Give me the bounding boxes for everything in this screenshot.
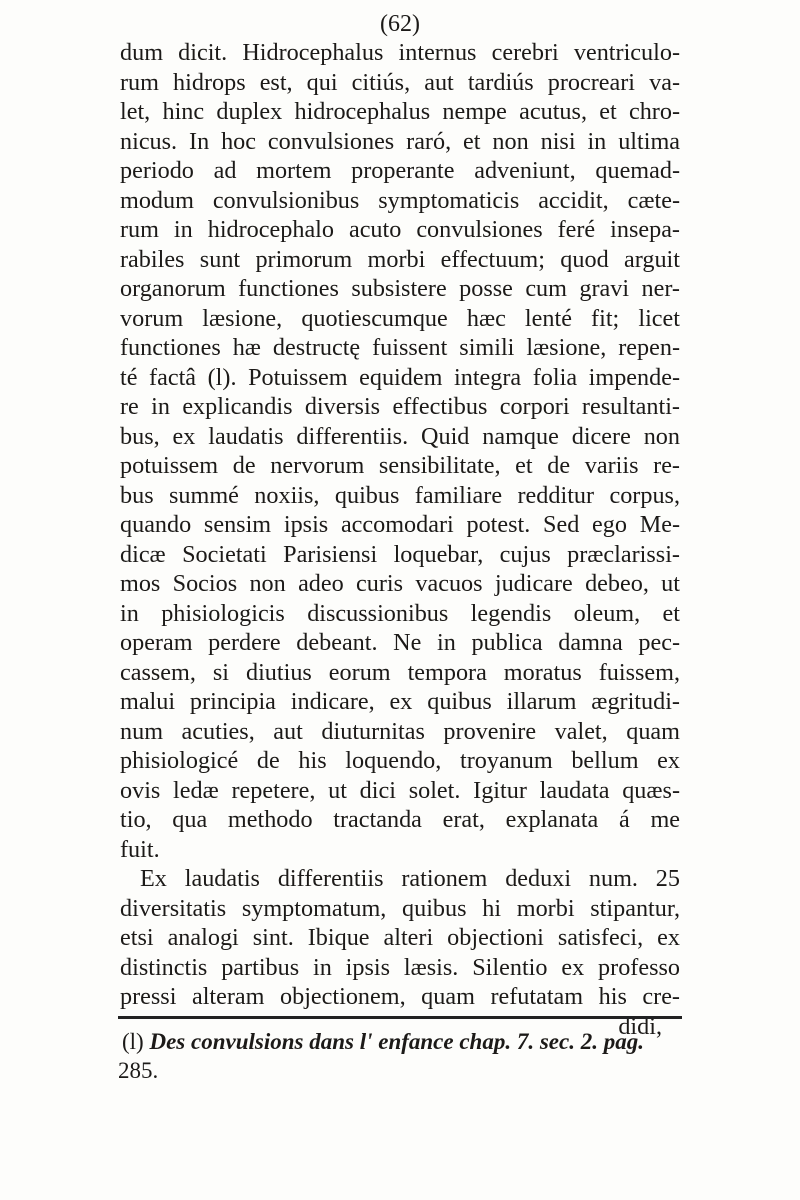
body-text [120,38,680,1041]
footnote-line [118,1027,684,1056]
catchword: didi, [618,1012,662,1040]
text-line: dicæ Societati Parisiensi loquebar, cujus præclarissi- [120,540,680,568]
footnote-divider [118,1016,682,1019]
text-line: diversitatis symptomatum, quibus hi morbi stipantur, [120,894,680,922]
text-line: etsi analogi sint. Ibique alteri objectioni satisfeci, ex [120,924,680,951]
text-line: vorum læsione, quotiescumque hæc lenté fit; licet [120,304,680,332]
text-line: num acuties, aut diuturnitas provenire valet, quam [120,717,680,745]
text-line: periodo ad mortem properante adveniunt, quemad- [120,157,680,184]
text-line: ovis ledæ repetere, ut dici solet. Igitur laudata quæs- [120,776,680,804]
text-line: dum dicit. Hidrocephalus internus cerebri ventriculo- [120,39,680,66]
text-line: nicus. In hoc convulsiones raró, et non nisi in ultima [120,127,680,155]
footnote-page-ref: 285. [118,1058,159,1083]
text-line: operam perdere debeant. Ne in publica damna pec- [120,629,680,656]
text-line: pressi alteram objectionem, quam refutatam his cre- [120,983,680,1010]
text-line: bus summé noxiis, quibus familiare redditur corpus, [120,481,680,509]
footnote [118,1027,684,1085]
text-line: in phisiologicis discussionibus legendis oleum, et [120,599,680,627]
paragraph-end-line: fuit. [120,835,160,863]
text-line: functiones hæ destructę fuissent simili læsione, repen- [120,334,680,361]
text-line: re in explicandis diversis effectibus corpori resultanti- [120,393,680,420]
footnote-citation: Des convulsions dans l' enfance chap. 7. sec. 2. pag. [149,1029,644,1054]
text-line: té factâ (l). Potuissem equidem integra folia impende- [120,363,680,391]
text-line: phisiologicé de his loquendo, troyanum bellum ex [120,747,680,774]
text-line: organorum functiones subsistere posse cum gravi ner- [120,275,680,302]
text-line: malui principia indicare, ex quibus illarum ægritudi- [120,688,680,715]
text-line: distinctis partibus in ipsis læsis. Silentio ex professo [120,953,680,981]
text-line: let, hinc duplex hidrocephalus nempe acutus, et chro- [120,98,680,125]
text-line: rum hidrops est, qui citiús, aut tardiús procreari va- [120,68,680,96]
text-line: tio, qua methodo tractanda erat, explanata á me [120,806,680,833]
text-line: cassem, si diutius eorum tempora moratus fuissem, [120,658,680,686]
footnote-marker: (l) [122,1029,144,1054]
text-line: quando sensim ipsis accomodari potest. Sed ego Me- [120,511,680,538]
text-line: bus, ex laudatis differentiis. Quid namque dicere non [120,422,680,450]
text-line: rabiles sunt primorum morbi effectuum; quod arguit [120,245,680,273]
text-line: modum convulsionibus symptomaticis accidit, cæte- [120,186,680,214]
page-number: (62) [380,11,420,37]
text-line: potuissem de nervorum sensibilitate, et de variis re- [120,452,680,479]
text-line: rum in hidrocephalo acuto convulsiones feré insepa- [120,216,680,243]
text-line: mos Socios non adeo curis vacuos judicare debeo, ut [120,570,680,597]
paragraph-start-line: Ex laudatis differentiis rationem deduxi num. 25 [140,865,680,892]
